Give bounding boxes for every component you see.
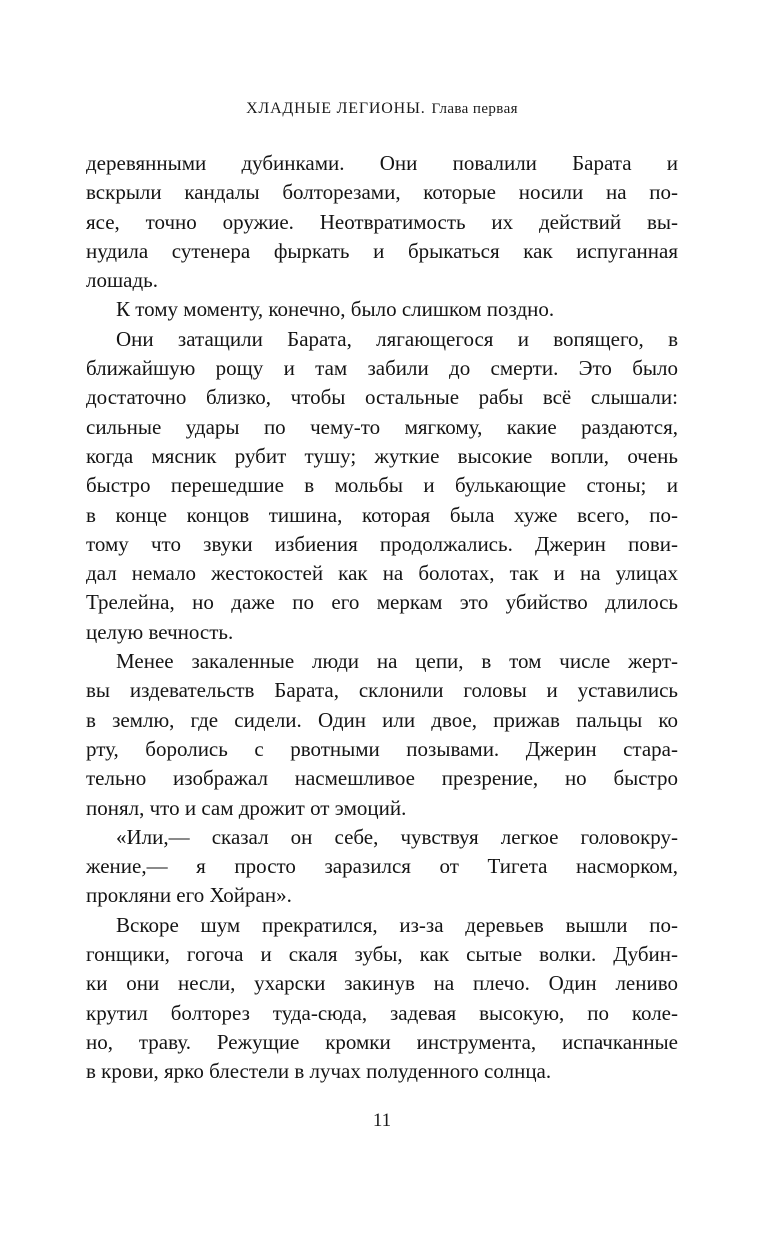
text-line: ки они несли, ухарски закинув на плечо. Один лениво <box>86 971 678 996</box>
text-line: тельно изображал насмешливое презрение, но быстро <box>86 766 678 791</box>
text-line: «Или,— сказал он себе, чувствуя легкое головокру- <box>116 824 678 849</box>
text-line: вы издевательств Барата, склонили головы и уставились <box>86 678 678 703</box>
text-line: тому что звуки избиения продолжались. Джерин пови- <box>86 531 678 556</box>
running-header-title: ХЛАДНЫЕ ЛЕГИОНЫ. <box>246 100 426 117</box>
text-line: в конце концов тишина, которая была хуже всего, по- <box>86 502 678 527</box>
text-line: рту, боролись с рвотными позывами. Джерин стара- <box>86 736 678 761</box>
text-line: достаточно близко, чтобы остальные рабы всё слышали: <box>86 385 678 410</box>
text-line: целую вечность. <box>86 619 234 644</box>
text-line: но, траву. Режущие кромки инструмента, испачканные <box>86 1029 678 1054</box>
paragraph <box>86 647 678 823</box>
text-line: нудила сутенера фыркать и брыкаться как испуганная <box>86 238 678 263</box>
text-line: Менее закаленные люди на цепи, в том числе жерт- <box>116 649 678 674</box>
text-line: быстро перешедшие в мольбы и булькающие стоны; и <box>86 473 678 498</box>
text-line: сильные удары по чему-то мягкому, какие раздаются, <box>86 414 678 439</box>
paragraph <box>86 911 678 1087</box>
paragraph <box>86 149 678 295</box>
text-line: крутил болторез туда-сюда, задевая высокую, по коле- <box>86 1000 678 1025</box>
text-line: в крови, ярко блестели в лучах полуденного солнца. <box>86 1059 552 1084</box>
text-line: Они затащили Барата, лягающегося и вопящего, в <box>116 326 678 351</box>
text-line: понял, что и сам дрожит от эмоций. <box>86 795 407 820</box>
text-line: Трелейна, но даже по его меркам это убийство длилось <box>86 590 678 615</box>
text-line: в землю, где сидели. Один или двое, прижав пальцы ко <box>86 707 678 732</box>
text-block <box>86 149 678 1087</box>
text-line: гонщики, гогоча и скаля зубы, как сытые волки. Дубин- <box>86 942 678 967</box>
text-line: лошадь. <box>86 268 158 293</box>
paragraph <box>86 823 678 911</box>
text-line: вскрыли кандалы болторезами, которые носили на по- <box>86 180 678 205</box>
text-line: К тому моменту, конечно, было слишком поздно. <box>116 297 555 322</box>
text-line: прокляни его Хойран». <box>86 883 292 908</box>
running-header-chapter: Глава первая <box>431 101 518 117</box>
text-line: ясе, точно оружие. Неотвратимость их действий вы- <box>86 209 678 234</box>
page-number: 11 <box>372 1110 392 1131</box>
text-line: жение,— я просто заразился от Тигета насморком, <box>86 854 678 879</box>
text-line: ближайшую рощу и там забили до смерти. Это было <box>86 356 678 381</box>
text-line: деревянными дубинками. Они повалили Барата и <box>86 151 678 175</box>
text-line: дал немало жестокостей как на болотах, так и на улицах <box>86 561 678 586</box>
running-header <box>86 100 678 118</box>
paragraph <box>86 295 678 324</box>
text-line: когда мясник рубит тушу; жуткие высокие вопли, очень <box>86 443 678 468</box>
paragraph <box>86 325 678 647</box>
text-line: Вскоре шум прекратился, из-за деревьев вышли по- <box>116 912 678 937</box>
